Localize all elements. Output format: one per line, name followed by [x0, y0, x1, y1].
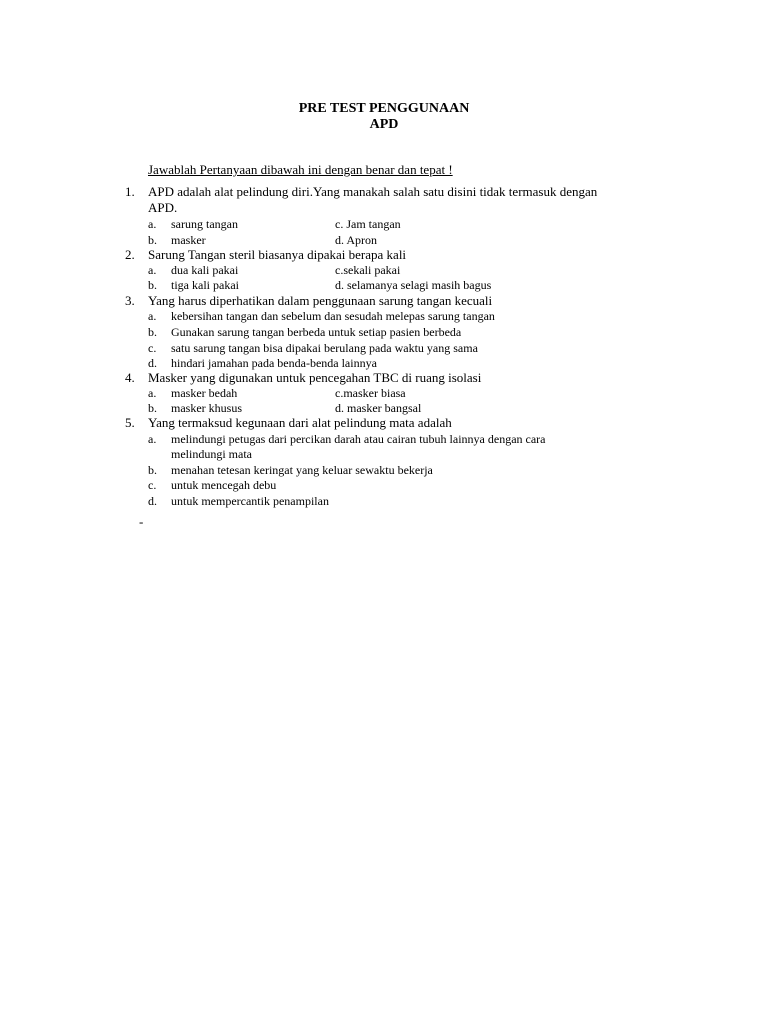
q3-option-a: kebersihan tangan dan sebelum dan sesudah melepas sarung tangan [171, 309, 495, 323]
q5-option-d: untuk mempercantik penampilan [171, 494, 329, 508]
q2-option-a: dua kali pakai [171, 263, 239, 277]
q2-option-c: c.sekali pakai [335, 263, 401, 277]
q1-option-a: sarung tangan [171, 217, 238, 231]
q1-number: 1. [125, 184, 135, 199]
q1-option-a-letter: a. [148, 217, 157, 231]
q3-option-d-letter: d. [148, 356, 157, 370]
q5-option-a-line2: melindungi mata [171, 447, 252, 461]
q5-option-b: menahan tetesan keringat yang keluar sewaktu bekerja [171, 463, 433, 477]
q2-option-b: tiga kali pakai [171, 278, 239, 292]
q5-option-c: untuk mencegah debu [171, 478, 277, 492]
doc-title-line2: APD [369, 117, 399, 132]
q1-option-b-letter: b. [148, 233, 157, 247]
doc-title-line1: PRE TEST PENGGUNAAN [298, 101, 470, 116]
q3-option-b-letter: b. [148, 325, 157, 339]
q1-text-line2: APD. [148, 200, 178, 215]
q2-option-a-letter: a. [148, 263, 157, 277]
q2-option-d: d. selamanya selagi masih bagus [335, 278, 492, 292]
q4-option-d: d. masker bangsal [335, 401, 422, 415]
q2-number: 2. [125, 247, 135, 262]
q5-option-d-letter: d. [148, 494, 157, 508]
q4-option-a-letter: a. [148, 386, 157, 400]
q3-option-d: hindari jamahan pada benda-benda lainnya [171, 356, 377, 370]
q2-option-b-letter: b. [148, 278, 157, 292]
q3-number: 3. [125, 293, 135, 308]
q3-option-a-letter: a. [148, 309, 157, 323]
q3-option-c: satu sarung tangan bisa dipakai berulang pada waktu yang sama [171, 341, 478, 355]
trailing-dash: - [139, 514, 144, 529]
q4-number: 4. [125, 370, 135, 385]
q3-option-c-letter: c. [148, 341, 157, 355]
q1-text-line1: APD adalah alat pelindung diri.Yang manakah salah satu disini tidak termasuk dengan [148, 184, 598, 199]
q1-option-c: c. Jam tangan [335, 217, 401, 231]
q4-option-c: c.masker biasa [335, 386, 406, 400]
q5-number: 5. [125, 415, 135, 430]
q1-option-b: masker [171, 233, 206, 247]
q5-option-a-letter: a. [148, 432, 157, 446]
q4-text: Masker yang digunakan untuk pencegahan TBC di ruang isolasi [148, 370, 482, 385]
q2-text: Sarung Tangan steril biasanya dipakai berapa kali [148, 247, 407, 262]
instruction-text: Jawablah Pertanyaan dibawah ini dengan benar dan tepat ! [148, 162, 453, 177]
q5-option-b-letter: b. [148, 463, 157, 477]
q5-option-c-letter: c. [148, 478, 157, 492]
q4-option-b: masker khusus [171, 401, 242, 415]
q5-text: Yang termaksud kegunaan dari alat pelindung mata adalah [148, 415, 452, 430]
q4-option-a: masker bedah [171, 386, 238, 400]
q3-option-b: Gunakan sarung tangan berbeda untuk setiap pasien berbeda [171, 325, 462, 339]
q1-option-d: d. Apron [335, 233, 377, 247]
q5-option-a-line1: melindungi petugas dari percikan darah atau cairan tubuh lainnya dengan cara [171, 432, 546, 446]
q3-text: Yang harus diperhatikan dalam penggunaan sarung tangan kecuali [148, 293, 493, 308]
q4-option-b-letter: b. [148, 401, 157, 415]
